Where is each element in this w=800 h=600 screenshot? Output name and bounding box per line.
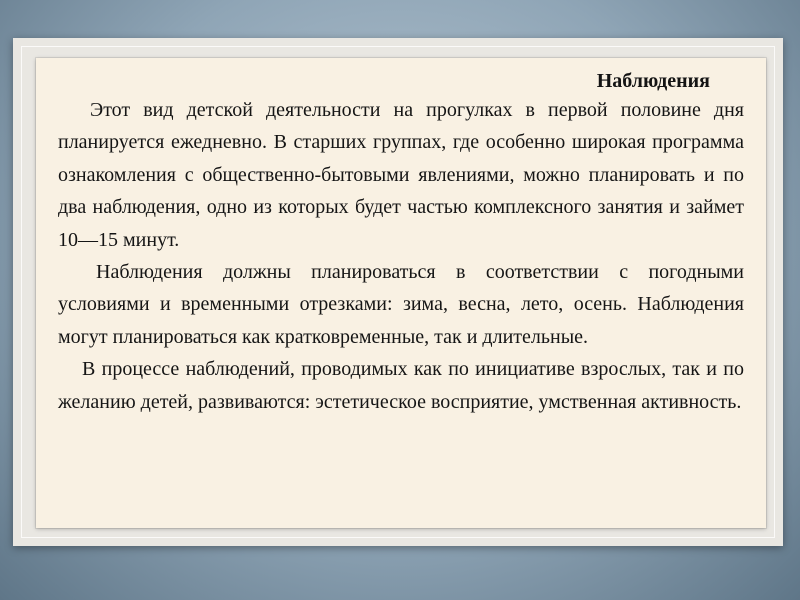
- slide-title: Наблюдения: [596, 70, 710, 92]
- text-card: [36, 58, 766, 528]
- paragraph-3: В процессе наблюдений, проводимых как по инициативе взрослых, так и по желанию детей, развиваются: эстетическое восприятие, умственная активность.: [58, 358, 744, 413]
- paragraph-1: Этот вид детской деятельности на прогулках в первой половине дня планируется ежедневно. В старших группах, где особенно широкая программа ознакомления с общественно-бытовыми явлениями, можно планировать и по два наблюдения, одно из которых будет частью комплексного занятия и займет 10—15 минут.: [58, 99, 744, 251]
- paragraph-2: Наблюдения должны планироваться в соответствии с погодными условиями и временными отрезками: зима, весна, лето, осень. Наблюдения могут планироваться как кратковременные, так и длительные.: [58, 261, 744, 348]
